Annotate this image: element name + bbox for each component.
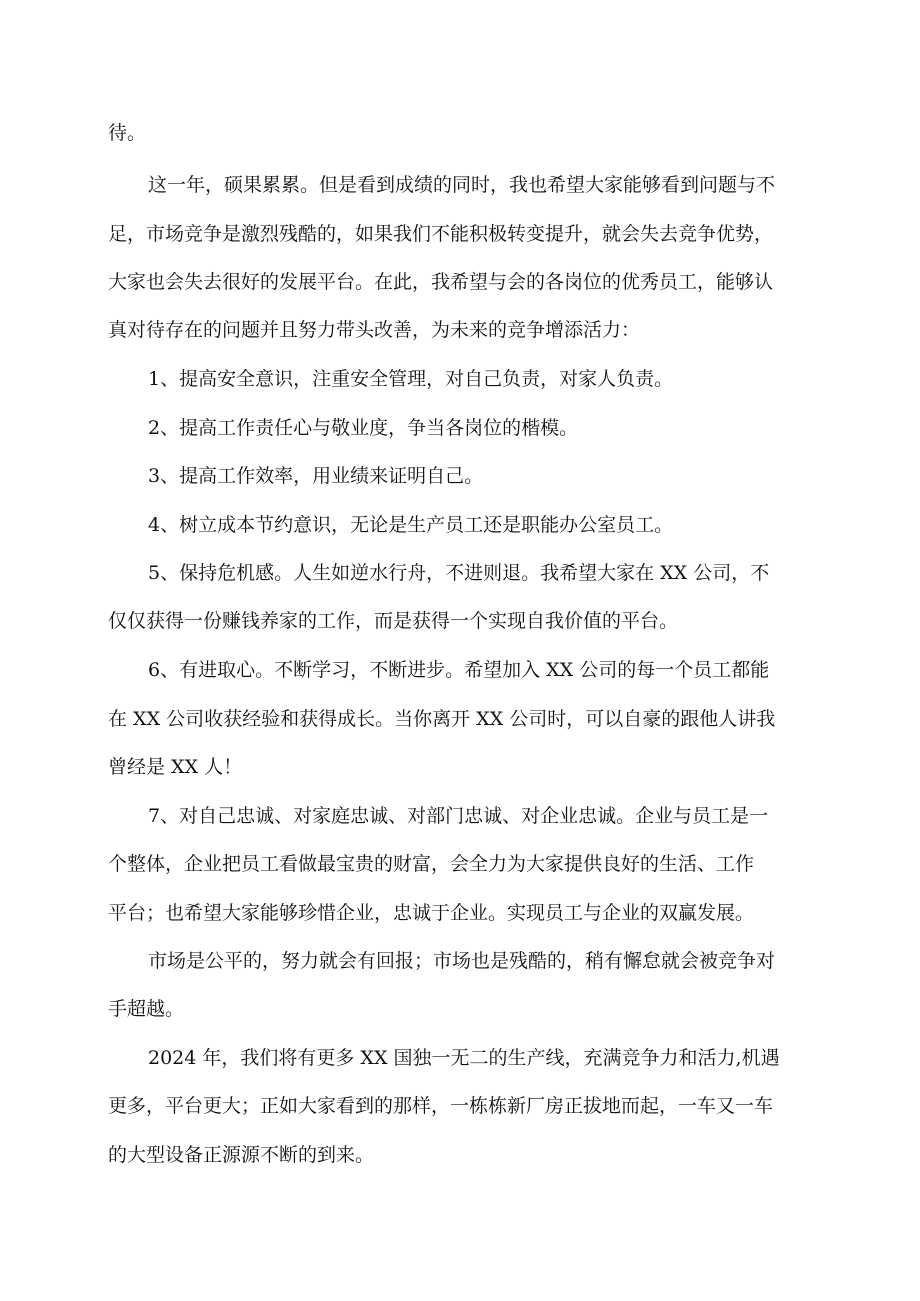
text-line: 大家也会失去很好的发展平台。在此，我希望与会的各岗位的优秀员工，能够认 (108, 271, 774, 293)
text-line: 仅仅获得一份赚钱养家的工作，而是获得一个实现自我价值的平台。 (108, 610, 679, 632)
text-line: 1、提高安全意识，注重安全管理，对自己负责，对家人负责。 (148, 368, 674, 390)
text-line: 4、树立成本节约意识，无论是生产员工还是职能办公室员工。 (148, 514, 674, 536)
text-line: 在 XX 公司收获经验和获得成长。当你离开 XX 公司时，可以自豪的跟他人讲我 (108, 708, 776, 730)
text-line: 足，市场竞争是激烈残酷的，如果我们不能积极转变提升，就会失去竞争优势， (108, 223, 774, 245)
text-line: 真对待存在的问题并且努力带头改善，为未来的竞争增添活力： (108, 319, 641, 341)
text-line: 5、保持危机感。人生如逆水行舟，不进则退。我希望大家在 XX 公司，不 (148, 562, 770, 584)
text-line: 3、提高工作效率，用业绩来证明自己。 (148, 465, 484, 487)
text-line: 个整体，企业把员工看做最宝贵的财富，会全力为大家提供良好的生活、工作 (108, 853, 755, 875)
text-line: 2、提高工作责任心与敬业度，争当各岗位的楷模。 (148, 417, 579, 439)
text-line: 的大型设备正源源不断的到来。 (108, 1144, 375, 1166)
text-line: 6、有进取心。不断学习，不断进步。希望加入 XX 公司的每一个员工都能 (148, 659, 770, 681)
text-line: 2024 年，我们将有更多 XX 国独一无二的生产线，充满竞争力和活力,机遇 (148, 1047, 780, 1069)
text-line: 曾经是 XX 人！ (108, 756, 243, 778)
text-line: 市场是公平的，努力就会有回报；市场也是残酷的，稍有懈怠就会被竞争对 (148, 950, 776, 972)
text-line: 更多，平台更大；正如大家看到的那样，一栋栋新厂房正拔地而起，一车又一车 (108, 1095, 774, 1117)
text-line: 7、对自己忠诚、对家庭忠诚、对部门忠诚、对企业忠诚。企业与员工是一 (148, 805, 769, 827)
text-line: 待。 (108, 122, 147, 144)
text-line: 这一年，硕果累累。但是看到成绩的同时，我也希望大家能够看到问题与不 (148, 174, 776, 196)
text-line: 平台；也希望大家能够珍惜企业，忠诚于企业。实现员工与企业的双赢发展。 (108, 902, 755, 924)
text-line: 手超越。 (108, 998, 185, 1020)
